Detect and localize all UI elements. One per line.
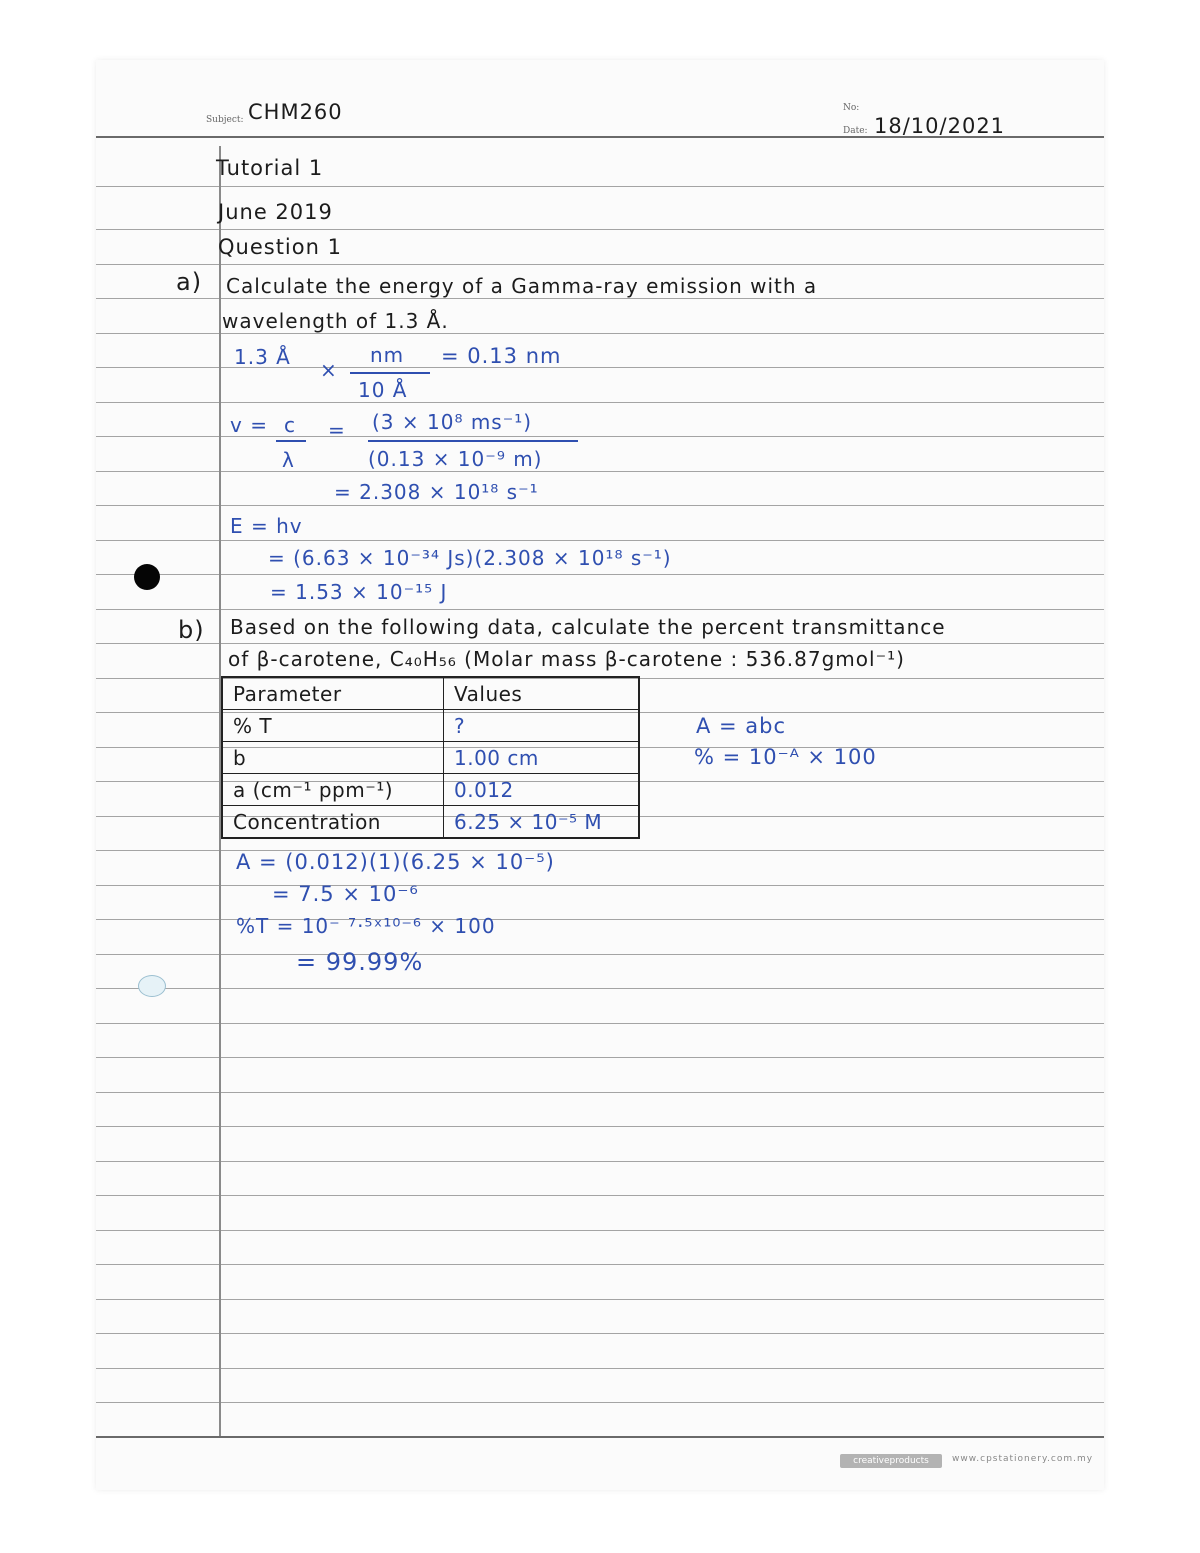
ruled-line xyxy=(96,1161,1104,1162)
question-number: Question 1 xyxy=(218,235,342,259)
frequency-fraction-bar xyxy=(276,440,306,442)
tutorial-title: Tutorial 1 xyxy=(216,156,324,180)
frequency-denominator: (0.13 × 10⁻⁹ m) xyxy=(368,447,543,471)
transmittance-working: %T = 10⁻ ⁷·⁵ˣ¹⁰⁻⁶ × 100 xyxy=(236,914,496,938)
brand-logo: creativeproducts xyxy=(840,1454,942,1468)
page-stamp xyxy=(138,975,166,997)
ruled-line xyxy=(96,505,1104,506)
frequency-result: = 2.308 × 10¹⁸ s⁻¹ xyxy=(334,480,539,504)
frequency-lambda: λ xyxy=(282,448,295,472)
ruled-line xyxy=(96,574,1104,575)
table-header-cell: Parameter xyxy=(222,677,444,710)
ruled-line xyxy=(96,402,1104,403)
ruled-line xyxy=(96,540,1104,541)
table-row xyxy=(222,806,639,839)
brand-url: www.cpstationery.com.my xyxy=(952,1454,1094,1464)
energy-line: E = hv xyxy=(230,514,303,538)
ruled-line xyxy=(96,1402,1104,1403)
table-cell: % T xyxy=(222,710,444,742)
table-cell: b xyxy=(222,742,444,774)
date-label: Date: xyxy=(843,126,868,136)
table-row xyxy=(222,710,639,742)
table-cell: 1.00 cm xyxy=(444,742,640,774)
ruled-line xyxy=(96,1057,1104,1058)
ruled-line xyxy=(96,264,1104,265)
part-a-prompt-line: wavelength of 1.3 Å. xyxy=(222,309,449,333)
conversion-fraction-bar xyxy=(350,372,430,374)
conversion-numerator: nm xyxy=(370,343,405,367)
frequency-equals: = xyxy=(328,418,346,442)
ruled-line xyxy=(96,1299,1104,1300)
frequency-lhs: v = xyxy=(230,413,268,437)
frequency-main-bar xyxy=(368,440,578,442)
ruled-line xyxy=(96,643,1104,644)
table-row xyxy=(222,774,639,806)
ruled-line xyxy=(96,1195,1104,1196)
ruled-line xyxy=(96,609,1104,610)
transmittance-result: = 99.99% xyxy=(296,948,424,976)
table-cell: ? xyxy=(444,710,640,742)
parameter-table xyxy=(221,676,640,839)
ruled-line xyxy=(96,333,1104,334)
ruled-line xyxy=(96,1023,1104,1024)
table-cell: Concentration xyxy=(222,806,444,839)
frequency-numerator: (3 × 10⁸ ms⁻¹) xyxy=(372,410,533,434)
conversion-denominator: 10 Å xyxy=(358,378,408,402)
ruled-line xyxy=(96,471,1104,472)
ruled-line xyxy=(96,229,1104,230)
energy-line: = (6.63 × 10⁻³⁴ Js)(2.308 × 10¹⁸ s⁻¹) xyxy=(268,546,672,570)
part-b-prompt-line: of β-carotene, C₄₀H₅₆ (Molar mass β-carotene : 536.87gmol⁻¹) xyxy=(228,647,905,671)
ruled-line xyxy=(96,954,1104,955)
table-header-cell: Values xyxy=(444,677,640,710)
ruled-line xyxy=(96,1230,1104,1231)
table-cell: 6.25 × 10⁻⁵ M xyxy=(444,806,640,839)
ruled-line xyxy=(96,988,1104,989)
ruled-line xyxy=(96,1264,1104,1265)
exam-session: June 2019 xyxy=(218,200,333,224)
part-b-marker: b) xyxy=(178,616,205,644)
table-row xyxy=(222,742,639,774)
footer-rule xyxy=(96,1436,1104,1438)
table-cell: a (cm⁻¹ ppm⁻¹) xyxy=(222,774,444,806)
absorbance-working: A = (0.012)(1)(6.25 × 10⁻⁵) xyxy=(236,850,555,874)
no-label: No: xyxy=(843,103,860,113)
ruled-line xyxy=(96,1368,1104,1369)
conversion-lhs: 1.3 Å xyxy=(234,345,291,369)
ruled-line xyxy=(96,885,1104,886)
part-b-prompt-line: Based on the following data, calculate the percent transmittance xyxy=(230,615,946,639)
absorbance-result: = 7.5 × 10⁻⁶ xyxy=(272,882,419,906)
date-value: 18/10/2021 xyxy=(874,114,1006,138)
ruled-line xyxy=(96,298,1104,299)
part-a-prompt-line: Calculate the energy of a Gamma-ray emission with a xyxy=(226,274,818,298)
frequency-c: c xyxy=(284,413,296,437)
ruled-line xyxy=(96,1092,1104,1093)
transmittance-formula: % = 10⁻ᴬ × 100 xyxy=(694,745,877,769)
subject-value: CHM260 xyxy=(248,100,343,124)
subject-label: Subject: xyxy=(206,115,244,125)
punch-hole xyxy=(134,564,160,590)
ruled-line xyxy=(96,1333,1104,1334)
energy-result: = 1.53 × 10⁻¹⁵ J xyxy=(270,580,448,604)
ruled-line xyxy=(96,1126,1104,1127)
beer-lambert-formula: A = abc xyxy=(696,714,787,738)
table-header-row xyxy=(222,677,639,710)
part-a-marker: a) xyxy=(176,268,203,296)
ruled-line xyxy=(96,186,1104,187)
conversion-times: × xyxy=(320,358,338,382)
conversion-result: = 0.13 nm xyxy=(441,344,562,368)
table-cell: 0.012 xyxy=(444,774,640,806)
